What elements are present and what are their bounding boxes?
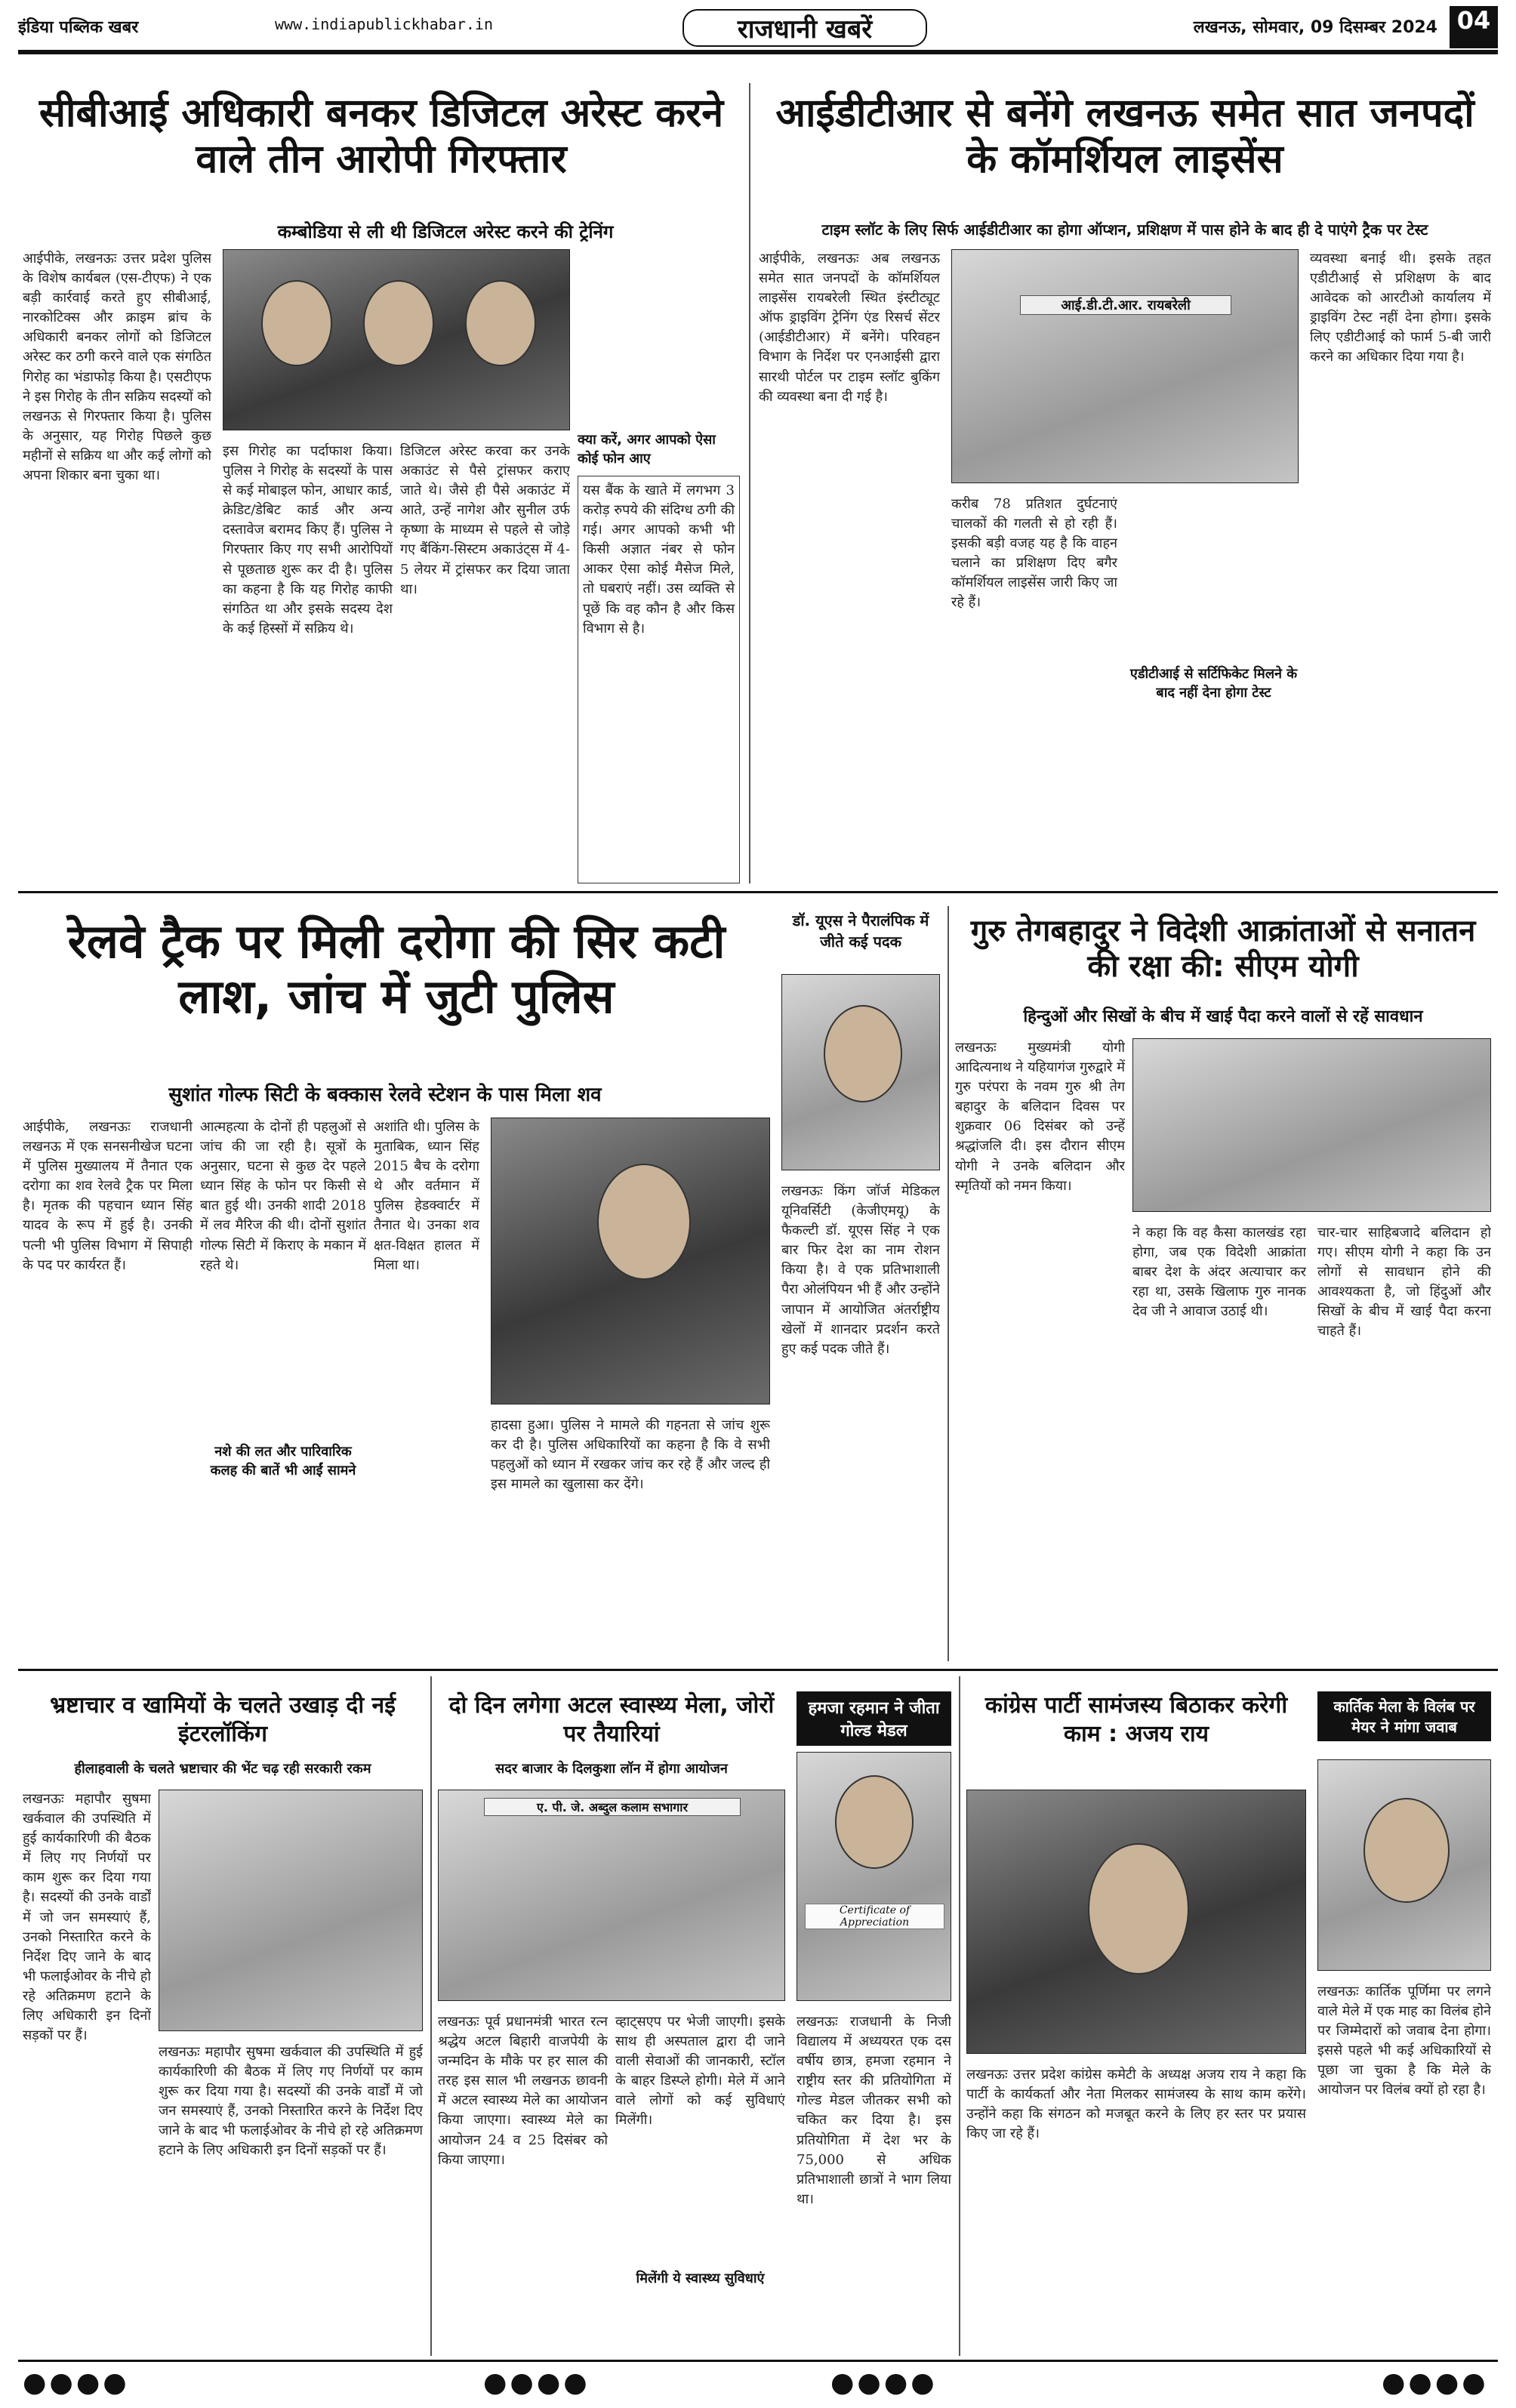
column-divider-2 [948, 906, 949, 1661]
column-divider [749, 83, 750, 883]
story3-subheadline: सुशांत गोल्फ सिटी के बक्कास रेलवे स्टेशन के पास मिला शव [168, 1084, 602, 1106]
story5-headline: गुरु तेगबहादुर ने विदेशी आक्रांताओं से सनातन की रक्षा की: सीएम योगी [970, 914, 1476, 985]
story7-subheadline: सदर बाजार के दिलकुशा लॉन में होगा आयोजन [495, 1761, 728, 1777]
story1-body-col4: यस बैंक के खाते में लगभग 3 करोड़ रुपये की संदिग्ध ठगी की गई। अगर आपको कभी भी किसी अज्ञात नंबर से फोन आकर ऐसा कोई मैसेज मिले, तो घबराएं नहीं। उस व्यक्ति से पूछें कि वह कौन है और किस विभाग से है। [578, 476, 740, 883]
paper-name: इंडिया पब्लिक खबर [18, 18, 139, 37]
story2-box-title: एडीटीआई से सर्टिफिकेट मिलने के बाद नहीं देना होगा टेस्ट [1129, 666, 1298, 701]
story7-body-col2: व्हाट्सएप पर भेजी जाएगी। इसके साथ ही अस्पताल द्वारा दी जाने वाली सेवाओं की जानकारी, स्टॉल के बाहर डिस्प्ले होगी। मेले में आने वाले लोगों को कई सुविधाएं मिलेंगी। [615, 2014, 785, 2129]
story6-subheadline: हीलाहवाली के चलते भ्रष्टाचार की भेंट चढ़ रही सरकारी रकम [74, 1761, 371, 1777]
story3-body-col4: हादसा हुआ। पुलिस ने मामले की गहनता से जांच शुरू कर दी है। पुलिस अधिकारियों का कहना है कि वे सभी पहलुओं को ध्यान में रखकर जांच कर रहे हैं और जल्द ही इस मामले का खुलासा कर देंगे। [491, 1417, 770, 1493]
story5-body-col3: चार-चार साहिबजादे बलिदान हो गए। सीएम योगी ने कहा कि उन लोगों से सावधान होने की आवश्यकता है, जो हिंदुओं और सिखों के बीच में खाई पैदा करना चाहते हैं। [1317, 1225, 1491, 1340]
date-line: लखनऊ, सोमवार, 09 दिसम्बर 2024 [1193, 18, 1437, 37]
story8-title: हमजा रहमान ने जीता गोल्ड मेडल [797, 1691, 951, 1746]
accused-face-2 [363, 280, 434, 366]
story1-subheadline: कम्बोडिया से ली थी डिजिटल अरेस्ट करने की ट्रेनिंग [277, 221, 614, 242]
story10-headline: कार्तिक मेला के विलंब पर मेयर ने मांगा जवाब [1317, 1691, 1491, 1741]
story2-idtr-building-photo [951, 249, 1299, 483]
mayor-face [1363, 1798, 1450, 1903]
accused-face-1 [261, 280, 332, 366]
story7-box-title: मिलेंगी ये स्वास्थ्य सुविधाएं [636, 2271, 765, 2286]
footer-dots-right: ●●●● [1382, 2367, 1489, 2398]
student-face [835, 1775, 914, 1869]
story3-body-col1: आईपीके, लखनऊः राजधानी लखनऊ में एक सनसनीखेज घटना में पुलिस मुख्यालय में तैनात एक दरोगा का शव रेलवे ट्रैक पर मिला है। मृतक की पहचान ध्यान सिंह यादव के रूप में हुई है। उनकी पत्नी भी पुलिस विभाग में सिपाही के पद पर कार्यरत हैं। [23, 1119, 193, 1273]
story4-doctor-photo [781, 974, 940, 1170]
story7-meeting-photo [438, 1790, 785, 2001]
story6-body-col2: लखनऊः महापौर सुषमा खर्कवाल की उपस्थिति में हुई कार्यकारिणी की बैठक में लिए गए निर्णयों पर काम शुरू कर दिया गया है। सदस्यों की उनके वार्डों में जो जन समस्याएं हैं, उनको निस्तारित करने के निर्देश दिए जाने के बाद भी फलाईओवर के नीचे हो रहे अतिक्रमण हटाने के लिए अधिकारी इन दिनों सड़कों पर हैं। [159, 2044, 423, 2159]
story3-box-title: नशे की लत और पारिवारिक कलह की बातें भी आईं सामने [210, 1444, 356, 1479]
story1-accused-photo [223, 249, 570, 430]
story4-body: लखनऊः किंग जॉर्ज मेडिकल यूनिवर्सिटी (केजीएमयू) के फैकल्टी डॉ. यूएस सिंह ने एक बार फिर देश का नाम रोशन किया है। वे एक प्रतिभाशाली पैरा ओलंपियन भी हैं और उन्होंने जापान में आयोजित अंतर्राष्ट्रीय खेलों में शानदार प्रदर्शन करते हुए कई पदक जीते हैं। [781, 1183, 940, 1357]
story3-body-col2: आत्महत्या के दोनों ही पहलुओं से जांच की जा रही है। सूत्रों के अनुसार, घटना से कुछ देर पहले ध्यान सिंह के फोन पर किसी से बात हुई थी। उनकी शादी 2018 में लव मैरिज की थी। दोनों सुशांत गोल्फ सिटी में किराए के मकान में रहते थे। [200, 1119, 366, 1273]
column-divider-4 [959, 1676, 960, 2356]
story9-body: लखनऊः उत्तर प्रदेश कांग्रेस कमेटी के अध्यक्ष अजय राय ने कहा कि पार्टी के कार्यकर्ता और नेता मिलकर सामंजस्य के साथ काम करेंगे। उन्होंने कहा कि संगठन को मजबूत करने के लिए हर स्तर पर प्रयास किए जा रहे हैं। [966, 2067, 1306, 2142]
section-divider [18, 891, 1498, 893]
story3-headline: रेलवे ट्रैक पर मिली दरोगा की सिर कटी लाश, जांच में जुटी पुलिस [67, 914, 726, 1025]
story2-body-col3: व्यवस्था बनाई थी। इसके तहत एडीटीआई से प्रशिक्षण के बाद आवेदक को आरटीओ कार्यालय में ड्राइविंग टेस्ट नहीं देना होगा। इसके लिए एडीटीआई को फार्म 5-बी जारी करने का अधिकार दिया गया है। [1310, 251, 1491, 365]
story2-subheadline: टाइम स्लॉट के लिए सिर्फ आईडीटीआर का होगा ऑप्शन, प्रशिक्षण में पास होने के बाद ही दे पाएंगे ट्रैक पर टेस्ट [821, 220, 1428, 239]
building-sign: आई.डी.टी.आर. रायबरेली [1020, 295, 1231, 315]
footer-rule [18, 2360, 1498, 2362]
section-title: राजधानी खबरें [683, 9, 927, 47]
story8-student-photo [797, 1752, 951, 2001]
story7-headline: दो दिन लगेगा अटल स्वास्थ्य मेला, जोरों पर तैयारियां [448, 1692, 775, 1747]
story7-body-col1: लखनऊः पूर्व प्रधानमंत्री भारत रत्न श्रद्धेय अटल बिहारी वाजपेयी के जन्मदिन के मौके पर हर साल की तरह इस साल भी लखनऊ छावनी में अटल स्वास्थ्य मेले का आयोजन किया जाएगा। स्वास्थ्य मेले का आयोजन 24 व 25 दिसंबर को किया जाएगा। [438, 2014, 608, 2168]
doctor-face [824, 1005, 902, 1102]
story10-mayor-photo [1317, 1759, 1491, 1971]
story5-subheadline: हिन्दुओं और सिखों के बीच में खाई पैदा करने वालों से रहें सावधान [1023, 1007, 1423, 1026]
story2-headline: आईडीटीआर से बनेंगे लखनऊ समेत सात जनपदों के कॉमर्शियल लाइसेंस [775, 91, 1474, 183]
ajay-rai-face [1088, 1843, 1189, 1975]
story3-body-col3: अशांति थी। पुलिस के मुताबिक, ध्यान सिंह 2015 बैच के दरोगा थे और वर्तमान में पुलिस हेडक्वार्टर में तैनात थे। उनका शव क्षत-विक्षत हालत में मिला था। [374, 1119, 479, 1273]
accused-face-3 [465, 280, 536, 366]
footer-dots-left: ●●●● [23, 2367, 130, 2398]
story1-box-title: क्या करें, अगर आपको ऐसा कोई फोन आए [578, 432, 716, 467]
story5-body-col1: लखनऊः मुख्यमंत्री योगी आदित्यनाथ ने यहियागंज गुरुद्वारे में गुरु परंपरा के नवम गुरु श्री तेग बहादुर के बलिदान दिवस पर शुक्रवार 06 दिसंबर को उन्हें श्रद्धांजलि दी। इस दौरान सीएम योगी ने उनके बलिदान और स्मृतियों को नमन किया। [955, 1040, 1125, 1194]
story1-body-col2: इस गिरोह का पर्दाफाश किया। पुलिस ने गिरोह के सदस्यों के पास से कई मोबाइल फोन, आधार कार्ड, क्रेडिट/डेबिट कार्ड और अन्य दस्तावेज बरामद किए हैं। पुलिस ने गिरफ्तार किए गए सभी आरोपियों से पूछताछ शुरू कर दी है। पुलिस का कहना है कि यह गिरोह काफी संगठित था और इसके सदस्य देश के कई हिस्सों में सक्रिय थे। [223, 443, 393, 637]
section-divider-2 [18, 1669, 1498, 1671]
story2-body-col2: करीब 78 प्रतिशत दुर्घटनाएं चालकों की गलती से हो रही हैं। इसकी बड़ी वजह यह है कि वाहन चलाने का प्रशिक्षण दिए बगैर कॉमर्शियल लाइसेंस जारी किए जा रहे हैं। [951, 496, 1117, 611]
story9-ajay-rai-photo [966, 1790, 1306, 2054]
footer-dots-mid: ●●●● [830, 2367, 938, 2398]
story2-body-col1: आईपीके, लखनऊः अब लखनऊ समेत सात जनपदों के कॉमर्शियल लाइसेंस रायबरेली स्थित इंस्टीट्यूट ऑफ ड्राइविंग ट्रेनिंग एंड रिसर्च सेंटर (आईडीटीआर) में बनेंगे। परिवहन विभाग के निर्देश पर एनआईसी द्वारा सारथी पोर्टल पर टाइम स्लॉट बुकिंग की व्यवस्था बना दी गई है। [759, 251, 940, 405]
story1-body-col1: आईपीके, लखनऊः उत्तर प्रदेश पुलिस के विशेष कार्यबल (एस-टीएफ) ने एक बड़ी कार्रवाई करते हुए सीबीआई, नारकोटिक्स और क्राइम ब्रांच के अधिकारी बनकर लोगों को डिजिटल अरेस्ट कर ठगी करने वाले एक संगठित गिरोह का भंडाफोड़ किया है। एसटीएफ ने इस गिरोह के तीन सक्रिय सदस्यों को लखनऊ से गिरफ्तार किया है। पुलिस के अनुसार, यह गिरोह पिछले कुछ महीनों से सक्रिय था और कई लोगों को अपना शिकार बना चुका था। [23, 251, 211, 484]
story5-body-col2: ने कहा कि वह कैसा कालखंड रहा होगा, जब एक विदेशी आक्रांता बाबर देश के अंदर अत्याचार कर रहा था, उसके खिलाफ गुरु नानक देव जी ने आवाज उठाई थी। [1132, 1225, 1306, 1320]
paper-url[interactable]: www.indiapublickhabar.in [275, 15, 493, 33]
story6-street-photo [159, 1790, 423, 2031]
masthead [18, 6, 1498, 54]
story1-body-col3: डिजिटल अरेस्ट करवा कर उनके अकाउंट से पैसे ट्रांसफर कराए जाते थे। जैसे ही पैसे अकाउंट में आते, उन्हें नागेश और सुनील उर्फ कृष्णा के माध्यम से पहले से जोड़े गए बैंकिंग-सिस्टम अकाउंट्स में 4-5 लेयर में ट्रांसफर कर दिया जाता था। [400, 443, 570, 597]
story8-body: लखनऊः राजधानी के निजी विद्यालय में अध्ययरत एक दस वर्षीय छात्र, हमजा रहमान ने राष्ट्रीय स्तर की प्रतियोगिता में गोल्ड मेडल जीतकर सभी को चकित कर दिया है। इस प्रतियोगिता में देश भर के 75,000 से अधिक प्रतिभाशाली छात्रों ने भाग लिया था। [797, 2014, 951, 2207]
story9-headline: कांग्रेस पार्टी सामंजस्य बिठाकर करेगी काम : अजय राय [984, 1692, 1288, 1747]
story10-body: लखनऊः कार्तिक पूर्णिमा पर लगने वाले मेले में एक माह का विलंब होने पर जिम्मेदारों को जवाब देना होगा। इससे पहले भी कई अधिकारियों से पूछा जा चुका है कि मेले के आयोजन पर विलंब क्यों हो रहा है। [1317, 1984, 1491, 2098]
story1-headline: सीबीआई अधिकारी बनकर डिजिटल अरेस्ट करने वाले तीन आरोपी गिरफ्तार [39, 91, 724, 183]
victim-face [597, 1164, 691, 1280]
story4-caption: डॉ. यूएस ने पैरालंपिक में जीते कई पदक [792, 911, 929, 951]
story6-headline: भ्रष्टाचार व खामियों के चलते उखाड़ दी नई इंटरलॉकिंग [50, 1692, 396, 1747]
hall-banner: ए. पी. जे. अब्दुल कलाम सभागार [484, 1798, 741, 1816]
column-divider-3 [430, 1676, 432, 2356]
story5-gurudwara-photo [1132, 1038, 1491, 1212]
footer-dots-center: ●●●● [483, 2367, 590, 2398]
story6-body-col1: लखनऊः महापौर सुषमा खर्कवाल की उपस्थिति में हुई कार्यकारिणी की बैठक में लिए गए निर्णयों पर काम शुरू कर दिया गया है। सदस्यों की उनके वार्डों में जो जन समस्याएं हैं, उनको निस्तारित करने के निर्देश दिए जाने के बाद भी फलाईओवर के नीचे हो रहे अतिक्रमण हटाने के लिए अधिकारी इन दिनों सड़कों पर हैं। [23, 1791, 151, 2044]
story3-victim-photo [491, 1118, 770, 1404]
page-number: 04 [1450, 6, 1498, 48]
certificate-label: Certificate of Appreciation [805, 1904, 944, 1929]
